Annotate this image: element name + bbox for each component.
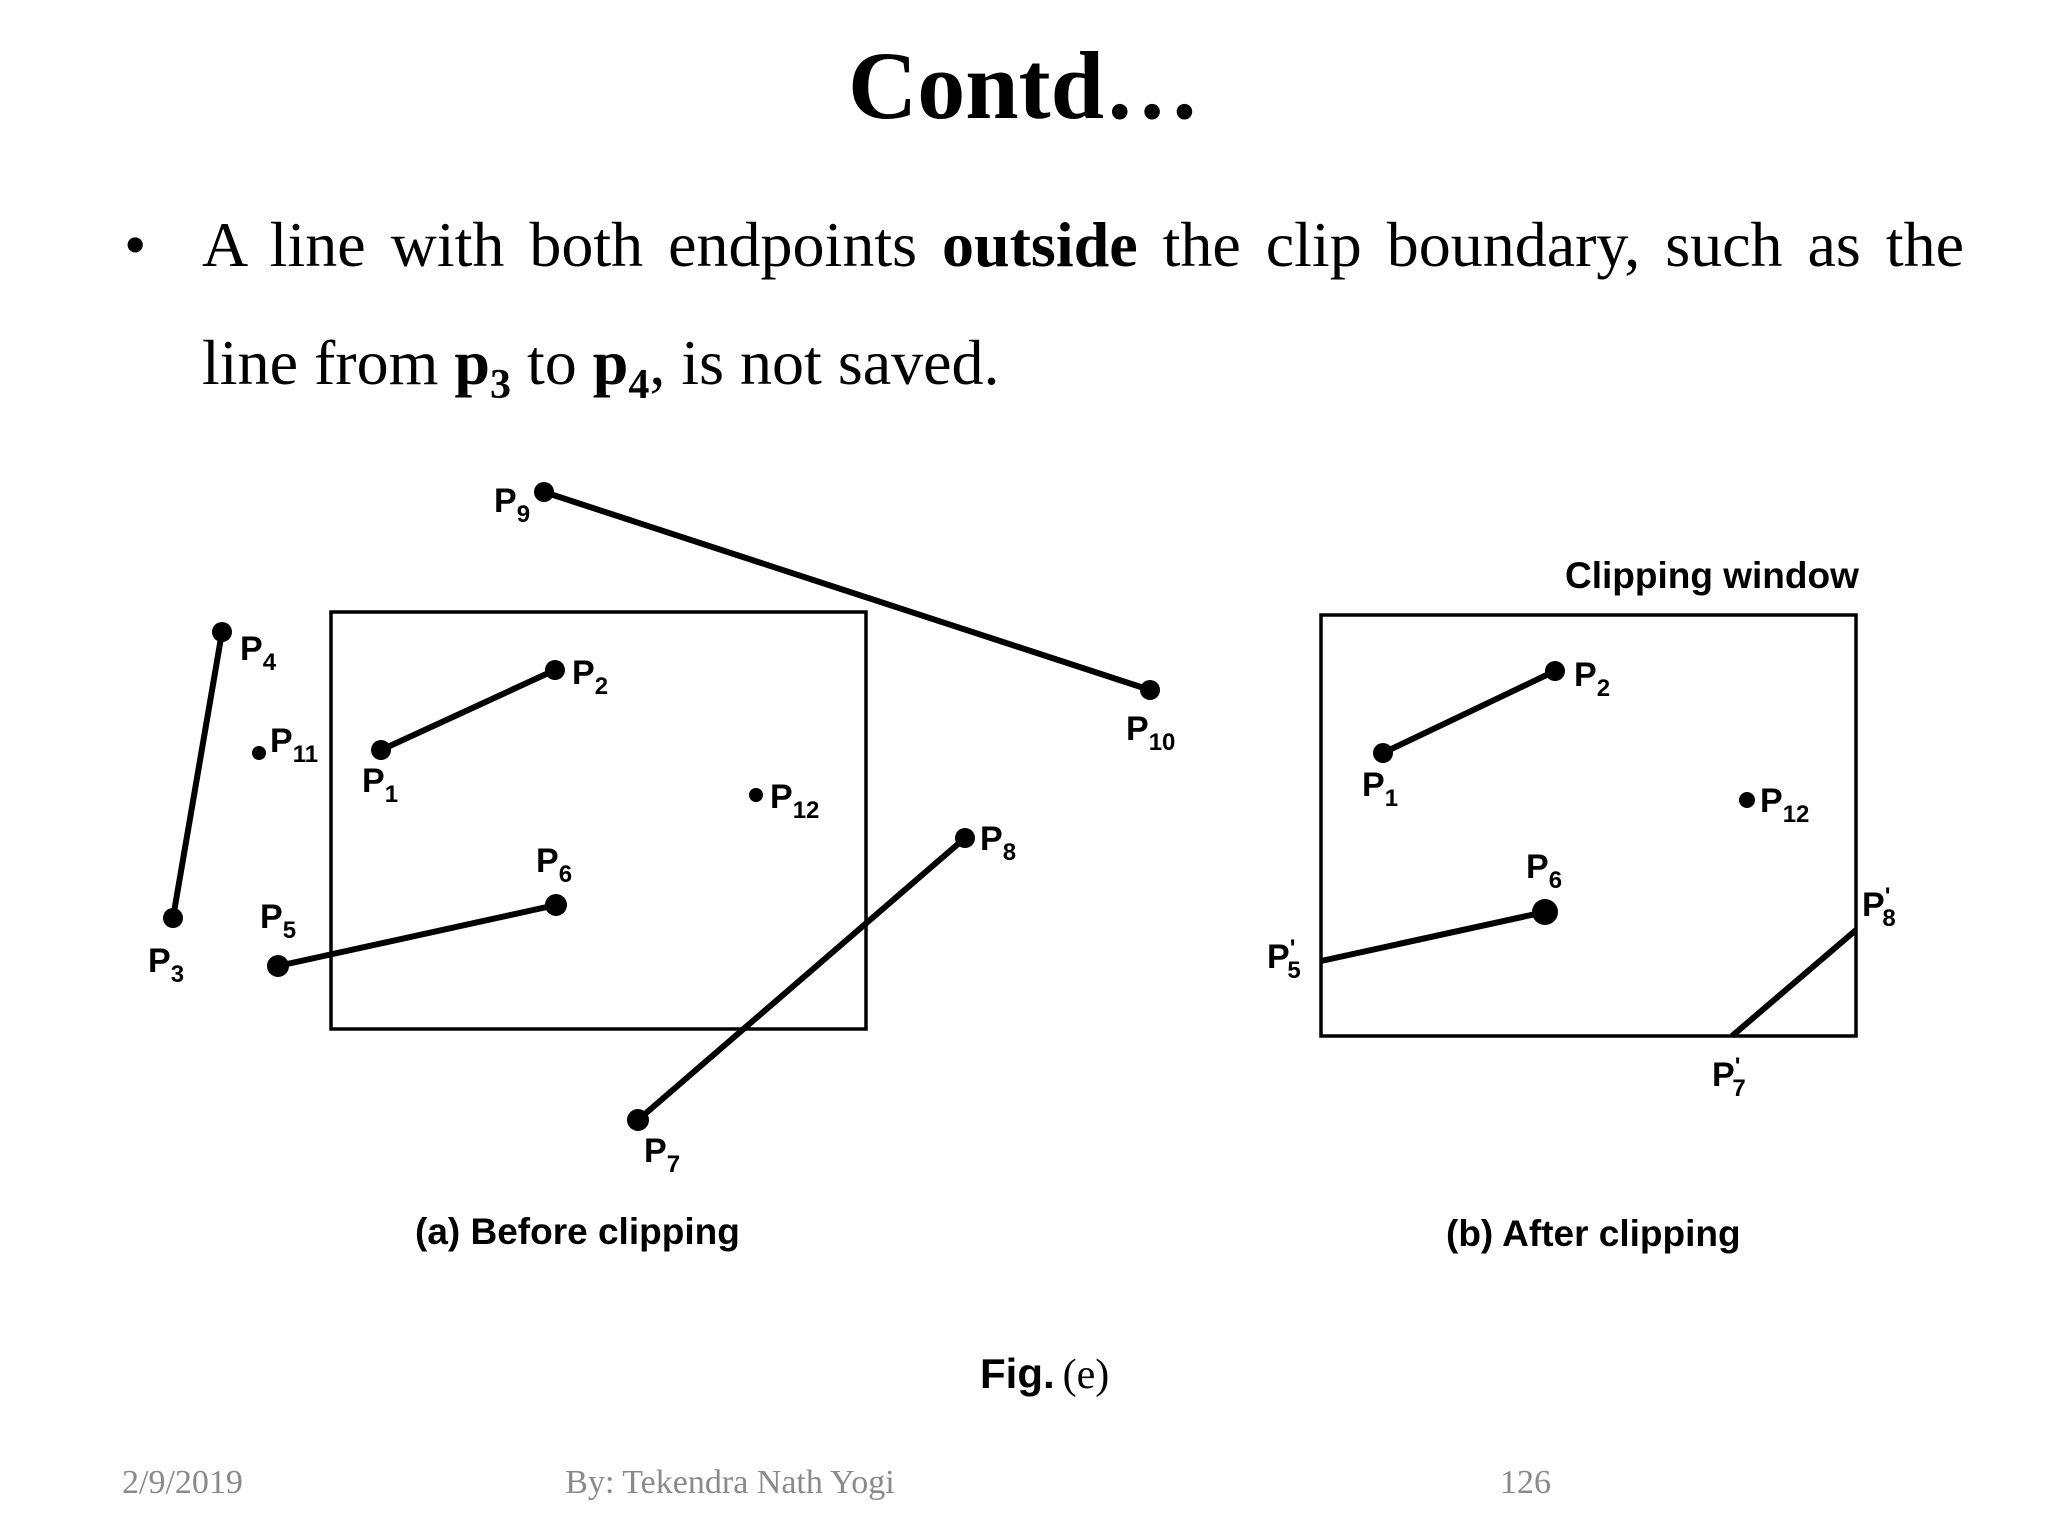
bullet-symbol: • <box>124 209 147 280</box>
label-clipping-window: Clipping window <box>1565 555 1859 596</box>
line-p7-p8-after <box>1732 930 1856 1036</box>
label-p8: $P_8$ <box>980 820 1017 866</box>
caption-before-clipping: (a) Before clipping <box>415 1211 740 1252</box>
point-p6-dot <box>545 894 567 916</box>
point-p7-dot <box>627 1109 649 1131</box>
point-p12-after-dot <box>1739 792 1755 808</box>
line-p1-p2-after <box>1383 671 1555 753</box>
point-p12-dot <box>749 788 763 802</box>
line-p5-p6-after <box>1321 912 1545 961</box>
point-p8-dot <box>955 828 975 848</box>
label-p10: $P_{10}$ <box>1126 710 1176 756</box>
label-p2: $P_2$ <box>572 654 609 700</box>
label-p9: $P_9$ <box>494 482 531 528</box>
bullet-bold-word: outside <box>942 209 1138 280</box>
line-p5-p6 <box>278 905 556 966</box>
label-p1-after: $P_1$ <box>1362 766 1399 812</box>
bullet-text-to: to <box>510 327 593 398</box>
point-p2-after-dot <box>1545 661 1565 681</box>
point-p9-dot <box>534 482 554 502</box>
point-p3-ref: $p_3$ <box>454 327 511 408</box>
point-p5-dot <box>267 955 289 977</box>
label-p5: $P_5$ <box>260 898 297 944</box>
point-p1-dot <box>371 740 391 760</box>
label-p12: $P_{12}$ <box>770 778 820 824</box>
point-p1-after-dot <box>1373 743 1393 763</box>
footer-page-number: 126 <box>1500 1464 1551 1501</box>
point-p4-dot <box>212 622 232 642</box>
label-p3: $P_3$ <box>148 942 185 988</box>
caption-after-clipping: (b) After clipping <box>1446 1213 1741 1254</box>
point-p10-dot <box>1140 680 1160 700</box>
label-p6-after: $P_6$ <box>1526 848 1563 894</box>
label-p5-prime: P' 5 <box>1267 935 1301 984</box>
line-p7-p8 <box>638 838 965 1120</box>
line-p1-p2 <box>381 670 555 750</box>
label-p1: $P_1$ <box>362 762 399 808</box>
slide-title: Contd… <box>847 32 1201 139</box>
footer-date: 2/9/2019 <box>122 1464 243 1501</box>
after-clipping-diagram <box>1267 555 1896 1254</box>
point-p2-dot <box>545 660 565 680</box>
label-p7: $P_7$ <box>644 1132 681 1178</box>
label-p8-prime: P' 8 <box>1862 883 1896 932</box>
bullet-text-part1: A line with both endpoints <box>202 209 942 280</box>
label-p2-after: $P_2$ <box>1574 656 1611 702</box>
figure-label: Fig. (e) <box>980 1350 1110 1398</box>
label-p6: $P_6$ <box>536 842 573 888</box>
line-p3-p4 <box>173 632 222 918</box>
label-p12-after: $P_{12}$ <box>1760 782 1810 828</box>
label-p4: $P_4$ <box>240 630 277 676</box>
label-p7-prime: P' 7 <box>1712 1053 1746 1102</box>
point-p4-ref: $p_4$ <box>592 327 650 408</box>
label-p11: $P_{11}$ <box>270 722 319 768</box>
point-p11-dot <box>252 746 266 760</box>
bullet-text-part3: , is not saved. <box>649 327 1000 398</box>
point-p3-dot <box>163 908 183 928</box>
footer-author: By: Tekendra Nath Yogi <box>565 1464 895 1501</box>
line-p9-p10 <box>544 492 1150 690</box>
before-clipping-diagram <box>148 482 1175 1252</box>
point-p6-after-dot <box>1532 899 1558 925</box>
bullet-text-part2: the clip boundary, such as the line from <box>202 209 1965 398</box>
